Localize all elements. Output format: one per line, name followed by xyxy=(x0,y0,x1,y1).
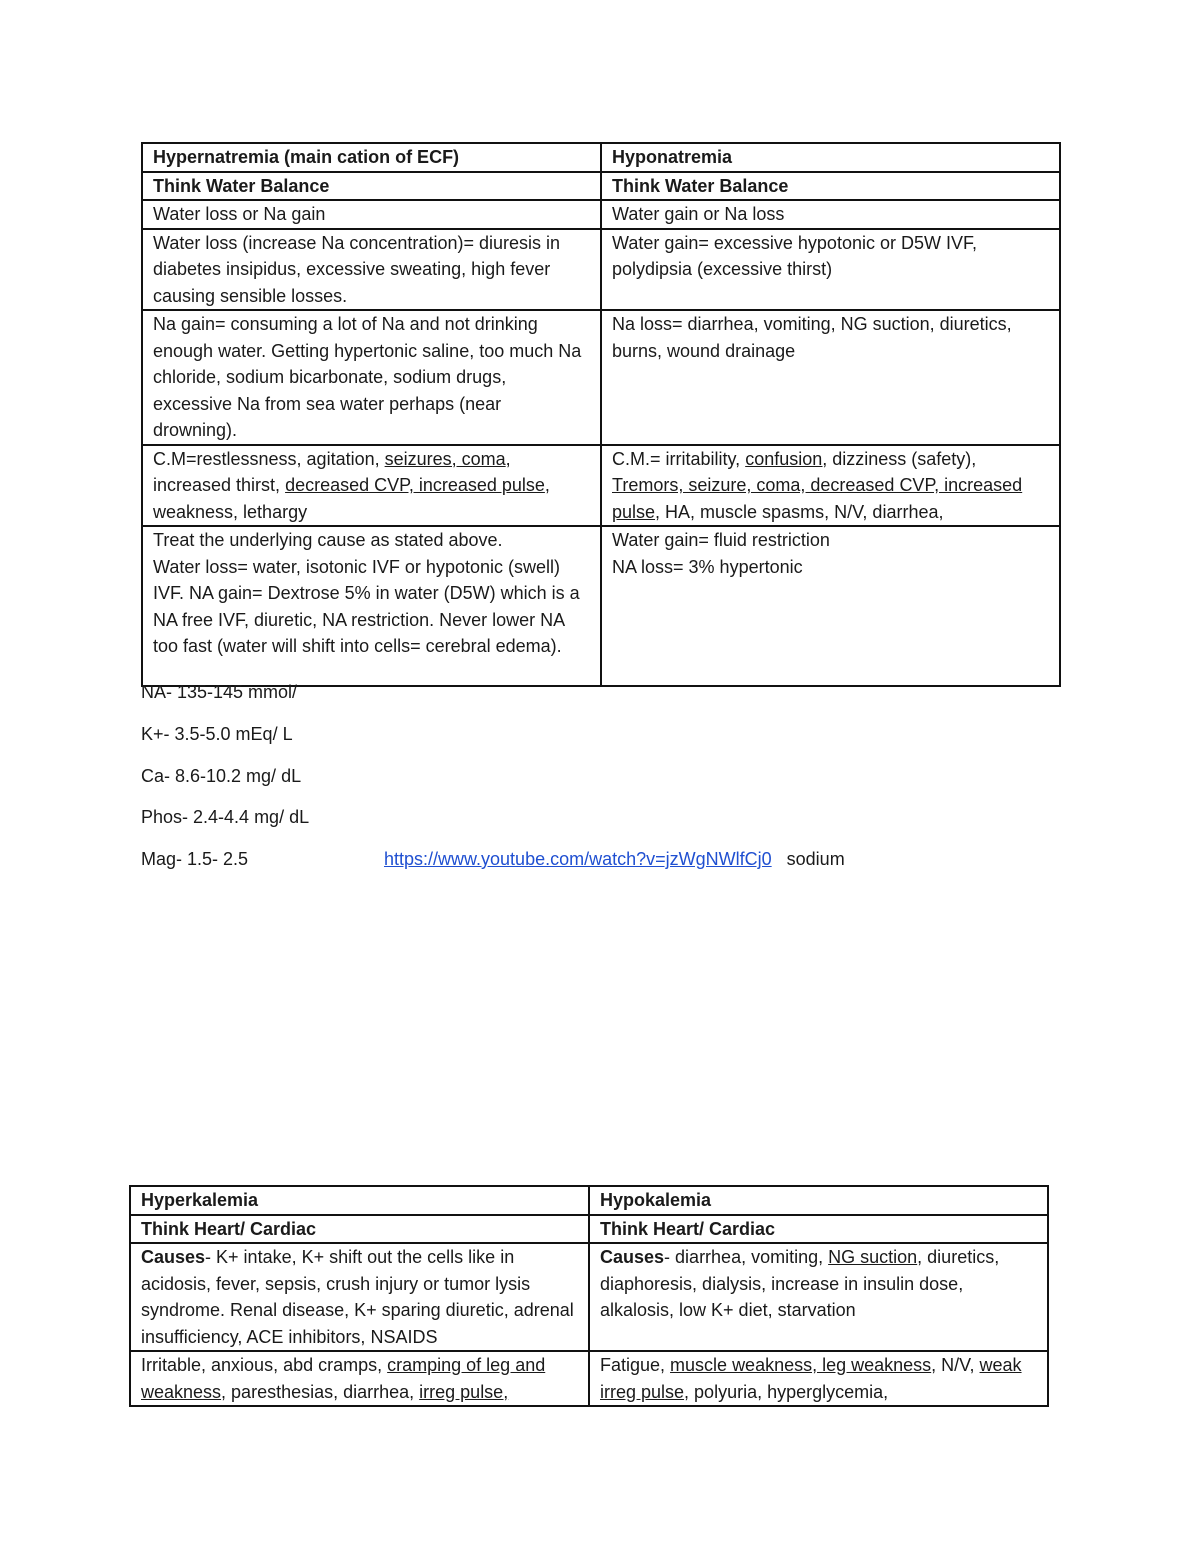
hypernatremia-clinical-manifestations xyxy=(142,445,601,527)
treatment-line: NA loss= 3% hypertonic xyxy=(612,556,803,577)
cm-text: , HA, muscle spasms, N/V, diarrhea, xyxy=(655,501,944,522)
video-link-label: sodium xyxy=(786,849,845,869)
hyponatremia-water-gain: Water gain= excessive hypotonic or D5W IVF, polydipsia (excessive thirst) xyxy=(601,229,1060,311)
range-phos: Phos- 2.4-4.4 mg/ dL xyxy=(141,807,310,827)
potassium-table xyxy=(129,1185,1049,1407)
signs-underlined: cramping of leg and weakness xyxy=(141,1355,546,1402)
range-na: NA- 135-145 mmol/ xyxy=(141,682,298,702)
hypernatremia-water-loss: Water loss (increase Na concentration)= diuresis in diabetes insipidus, excessive sweating, high fever causing sensible losses. xyxy=(142,229,601,311)
cm-text: , increased thirst, xyxy=(153,448,511,495)
causes-underlined: NG suction xyxy=(828,1247,918,1267)
causes-label: Causes xyxy=(141,1247,206,1267)
hyponatremia-treatment xyxy=(601,526,1060,686)
range-ca: Ca- 8.6-10.2 mg/ dL xyxy=(141,766,302,786)
cm-text: , weakness, lethargy xyxy=(153,475,550,522)
hyponatremia-subheader: Think Water Balance xyxy=(601,172,1060,201)
causes-text: - K+ intake, K+ shift out the cells like in acidosis, fever, sepsis, crush injury or tumor lysis syndrome. Renal disease, K+ sparing diuretic, adrenal insufficiency, ACE inhibitors, NSAIDS xyxy=(141,1247,574,1347)
signs-text: Fatigue, xyxy=(600,1355,671,1375)
hypernatremia-header: Hypernatremia (main cation of ECF) xyxy=(142,143,601,172)
signs-text: , polyuria, hyperglycemia, xyxy=(684,1381,889,1402)
hyponatremia-na-loss: Na loss= diarrhea, vomiting, NG suction, diuretics, burns, wound drainage xyxy=(601,310,1060,445)
cm-underlined: decreased CVP, increased pulse xyxy=(285,475,545,495)
youtube-link[interactable]: https://www.youtube.com/watch?v=jzWgNWlfCj0 xyxy=(384,849,772,869)
hyponatremia-clinical-manifestations xyxy=(601,445,1060,527)
cm-text: C.M.= irritability, xyxy=(612,448,746,469)
video-link-row xyxy=(384,849,845,870)
sodium-table xyxy=(141,142,1061,687)
range-mag: Mag- 1.5- 2.5 xyxy=(141,849,249,869)
hyponatremia-header: Hyponatremia xyxy=(601,143,1060,172)
causes-text: - diarrhea, vomiting, xyxy=(664,1247,829,1267)
treatment-line: Water gain= fluid restriction xyxy=(612,530,830,550)
treatment-line: Water loss= water, isotonic IVF or hypotonic (swell) IVF. NA gain= Dextrose 5% in water (D5W) which is a NA free IVF, diuretic, NA restriction. Never lower NA too fast (water will shift into cells= cerebral edema). xyxy=(153,556,580,656)
signs-underlined: weak irreg pulse xyxy=(600,1355,1022,1402)
hyperkalemia-causes xyxy=(130,1243,589,1351)
hypokalemia-subheader: Think Heart/ Cardiac xyxy=(589,1215,1048,1244)
causes-text: , diuretics, diaphoresis, dialysis, increase in insulin dose, alkalosis, low K+ diet, starvation xyxy=(600,1247,1000,1320)
hyponatremia-cause-summary: Water gain or Na loss xyxy=(601,200,1060,229)
range-k: K+- 3.5-5.0 mEq/ L xyxy=(141,724,293,744)
hypernatremia-cause-summary: Water loss or Na gain xyxy=(142,200,601,229)
signs-underlined: muscle weakness, leg weakness xyxy=(670,1355,932,1375)
hypernatremia-na-gain: Na gain= consuming a lot of Na and not drinking enough water. Getting hypertonic saline, too much Na chloride, sodium bicarbonate, sodium drugs, excessive Na from sea water perhaps (near drowning). xyxy=(142,310,601,445)
hypokalemia-signs xyxy=(589,1351,1048,1406)
hypokalemia-header: Hypokalemia xyxy=(589,1186,1048,1215)
cm-underlined: Tremors, seizure, coma, decreased CVP, increased pulse xyxy=(612,475,1023,522)
treatment-line: Treat the underlying cause as stated above. xyxy=(153,530,503,550)
causes-label: Causes xyxy=(600,1247,665,1267)
hyperkalemia-header: Hyperkalemia xyxy=(130,1186,589,1215)
cm-underlined: confusion, xyxy=(745,448,828,469)
hypernatremia-subheader: Think Water Balance xyxy=(142,172,601,201)
cm-text: dizziness (safety), xyxy=(827,448,977,469)
hypernatremia-treatment xyxy=(142,526,601,686)
signs-text: Irritable, anxious, abd cramps, xyxy=(141,1355,388,1375)
signs-text: , N/V, xyxy=(931,1355,980,1375)
hypokalemia-causes xyxy=(589,1243,1048,1351)
hyperkalemia-subheader: Think Heart/ Cardiac xyxy=(130,1215,589,1244)
hyperkalemia-signs xyxy=(130,1351,589,1406)
cm-underlined: seizures, coma xyxy=(384,448,506,469)
signs-underlined: irreg pulse, xyxy=(419,1381,509,1402)
cm-text: C.M=restlessness, agitation, xyxy=(153,448,385,469)
signs-text: , paresthesias, diarrhea, xyxy=(221,1381,420,1402)
